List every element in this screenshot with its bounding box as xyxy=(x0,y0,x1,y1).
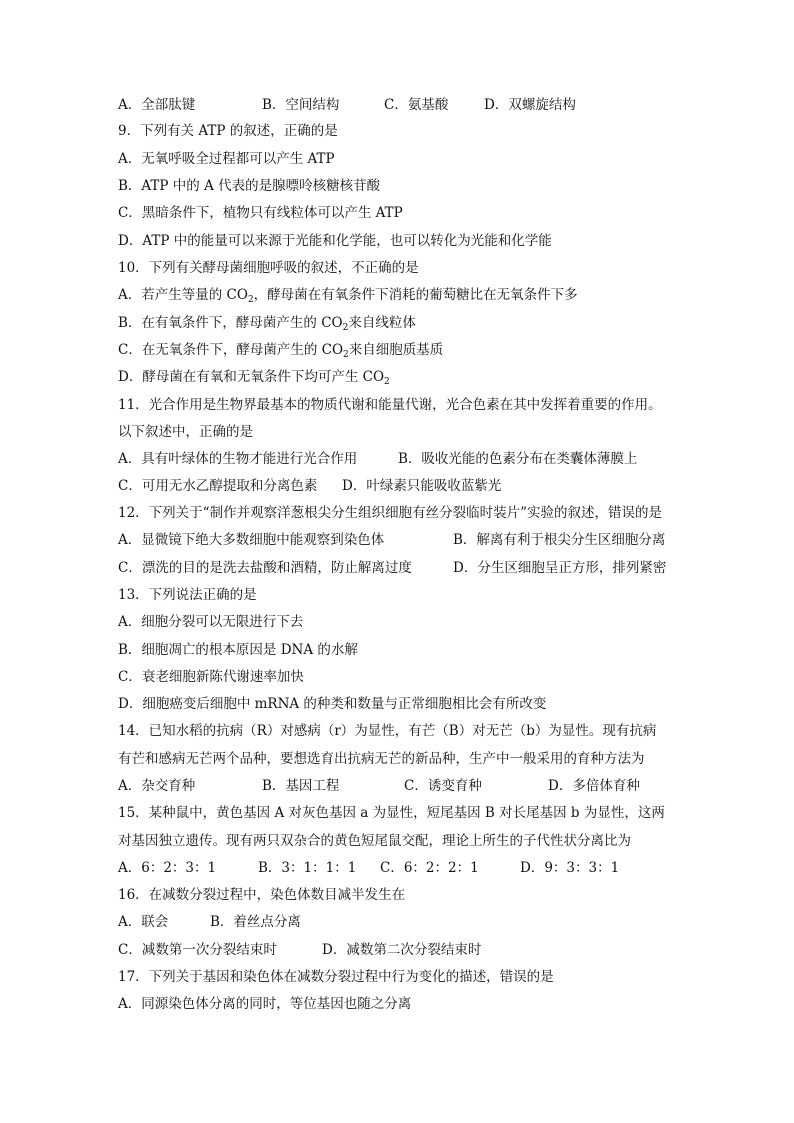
q11-option-a: A．具有叶绿体的生物才能进行光合作用 xyxy=(118,451,358,467)
q14-stem-line1: 14．已知水稻的抗病（R）对感病（r）为显性，有芒（B）对无芒（b）为显性。现有抗病 xyxy=(118,723,657,739)
q14-option-b: B．基因工程 xyxy=(262,778,340,794)
q16-stem: 16．在减数分裂过程中，染色体数目减半发生在 xyxy=(118,887,406,903)
q15-options-row xyxy=(118,855,688,881)
q17-stem: 17．下列关于基因和染色体在减数分裂过程中行为变化的描述，错误的是 xyxy=(118,969,554,985)
q9-stem: 9．下列有关 ATP 的叙述，正确的是 xyxy=(118,123,338,139)
q11-option-d: D．叶绿素只能吸收蓝紫光 xyxy=(342,478,502,494)
q10-option-c: C．在无氧条件下，酵母菌产生的 $CO_2$来自细胞质基质 xyxy=(118,342,444,360)
q15-option-b: B．3：1：1：1 xyxy=(258,860,357,876)
q12-option-a: A．显微镜下绝大多数细胞中能观察到染色体 xyxy=(118,532,385,548)
q16-options-row2 xyxy=(118,937,688,963)
q13-option-b: B．细胞凋亡的根本原因是 DNA 的水解 xyxy=(118,642,358,658)
q10-option-a: A．若产生等量的 $CO_2$，酵母菌在有氧条件下消耗的葡萄糖比在无氧条件下多 xyxy=(118,287,578,305)
q14-option-a: A．杂交育种 xyxy=(118,778,196,794)
q14-stem-line2: 有芒和感病无芒两个品种，要想选育出抗病无芒的新品种，生产中一般采用的育种方法为 xyxy=(118,751,645,767)
q15-option-d: D．9：3：3：1 xyxy=(520,860,620,876)
q9-option-b: B．ATP 中的 A 代表的是腺嘌呤核糖核苷酸 xyxy=(118,178,381,194)
q11-options-row1 xyxy=(118,446,688,472)
q10-stem: 10．下列有关酵母菌细胞呼吸的叙述，不正确的是 xyxy=(118,260,419,276)
q16-option-a: A．联会 xyxy=(118,914,169,930)
q15-stem-line1: 15．某种鼠中，黄色基因 A 对灰色基因 a 为显性，短尾基因 B 对长尾基因 b 为显性，这两 xyxy=(118,805,665,821)
q12-option-c: C．漂洗的目的是洗去盐酸和酒精，防止解离过度 xyxy=(118,560,412,576)
q14-option-d: D．多倍体育种 xyxy=(548,778,640,794)
q14-options-row xyxy=(118,773,688,799)
q15-option-c: C．6：2：2：1 xyxy=(380,860,479,876)
q13-stem: 13．下列说法正确的是 xyxy=(118,587,257,603)
q17-option-a: A．同源染色体分离的同时，等位基因也随之分离 xyxy=(118,996,412,1012)
q14-option-c: C．诱变育种 xyxy=(404,778,482,794)
q8-option-b: B．空间结构 xyxy=(262,97,340,113)
q11-option-c: C．可用无水乙醇提取和分离色素 xyxy=(118,478,318,494)
q13-option-d: D．细胞癌变后细胞中 mRNA 的种类和数量与正常细胞相比会有所改变 xyxy=(118,696,547,712)
q11-stem-line1: 11．光合作用是生物界最基本的物质代谢和能量代谢，光合色素在其中发挥着重要的作用。 xyxy=(118,397,662,413)
q12-option-b: B．解离有利于根尖分生区细胞分离 xyxy=(453,532,666,548)
q8-option-d: D．双螺旋结构 xyxy=(484,97,576,113)
q12-stem: 12．下列关于“制作并观察洋葱根尖分生组织细胞有丝分裂临时装片”实验的叙述，错误的是 xyxy=(118,505,662,521)
q11-option-b: B．吸收光能的色素分布在类囊体薄膜上 xyxy=(398,451,638,467)
q16-option-d: D．减数第二次分裂结束时 xyxy=(322,942,482,958)
q16-option-b: B．着丝点分离 xyxy=(210,914,301,930)
q10-option-b: B．在有氧条件下，酵母菌产生的 $CO_2$来自线粒体 xyxy=(118,315,416,333)
q9-option-c: C．黑暗条件下，植物只有线粒体可以产生 ATP xyxy=(118,205,403,221)
q8-option-a: A．全部肽键 xyxy=(118,97,196,113)
q9-option-d: D．ATP 中的能量可以来源于光能和化学能，也可以转化为光能和化学能 xyxy=(118,233,552,249)
q12-options-row2 xyxy=(118,555,688,581)
q13-option-a: A．细胞分裂可以无限进行下去 xyxy=(118,614,304,630)
q15-stem-line2: 对基因独立遗传。现有两只双杂合的黄色短尾鼠交配，理论上所生的子代性状分离比为 xyxy=(118,833,631,849)
q9-option-a: A．无氧呼吸全过程都可以产生 ATP xyxy=(118,151,335,167)
q12-options-row1 xyxy=(118,527,688,553)
q8-options-row xyxy=(118,92,688,118)
q12-option-d: D．分生区细胞呈正方形，排列紧密 xyxy=(453,560,667,576)
q13-option-c: C．衰老细胞新陈代谢速率加快 xyxy=(118,669,304,685)
q11-stem-line2: 以下叙述中，正确的是 xyxy=(118,424,253,440)
q16-options-row1 xyxy=(118,909,688,935)
q11-options-row2 xyxy=(118,473,688,499)
q10-option-d: D．酵母菌在有氧和无氧条件下均可产生 $CO_2$ xyxy=(118,369,390,387)
q15-option-a: A．6：2：3：1 xyxy=(118,860,217,876)
q8-option-c: C．氨基酸 xyxy=(384,97,449,113)
q16-option-c: C．减数第一次分裂结束时 xyxy=(118,942,277,958)
